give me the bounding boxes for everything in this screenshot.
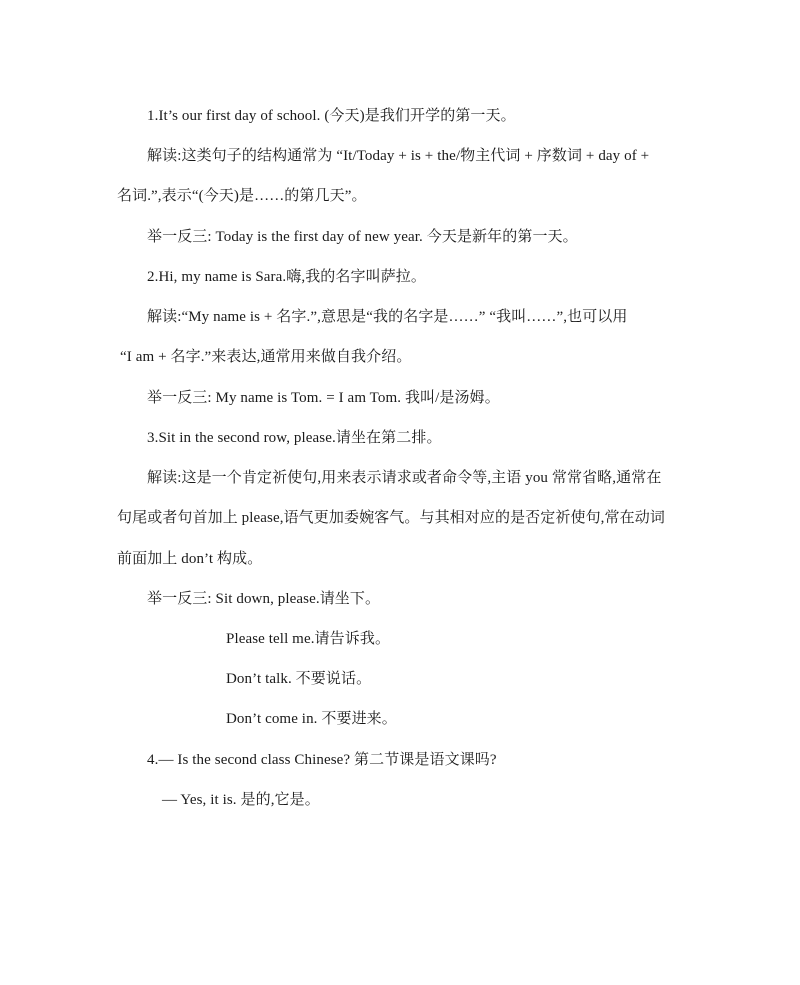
sentence-2-example: 举一反三: My name is Tom. = I am Tom. 我叫/是汤姆。 [147, 390, 500, 406]
sentence-3-explanation-line-3: 前面加上 don’t 构成。 [117, 551, 263, 567]
sentence-3-heading: 3.Sit in the second row, please.请坐在第二排。 [147, 430, 442, 446]
sentence-3-example-4: Don’t come in. 不要进来。 [226, 711, 397, 727]
sentence-3-example-3: Don’t talk. 不要说话。 [226, 671, 372, 687]
sentence-3-example-1: 举一反三: Sit down, please.请坐下。 [147, 591, 381, 607]
sentence-2-heading: 2.Hi, my name is Sara.嗨,我的名字叫萨拉。 [147, 269, 427, 285]
sentence-4-question: 4.— Is the second class Chinese? 第二节课是语文课吗? [147, 752, 497, 768]
sentence-4-answer: — Yes, it is. 是的,它是。 [162, 792, 320, 808]
sentence-3-explanation-line-2: 句尾或者句首加上 please,语气更加委婉客气。与其相对应的是否定祈使句,常在动词 [117, 510, 665, 526]
sentence-1-heading: 1.It’s our first day of school. (今天)是我们开学的第一天。 [147, 108, 516, 124]
sentence-3-explanation-line-1: 解读:这是一个肯定祈使句,用来表示请求或者命令等,主语 you 常常省略,通常在 [147, 470, 662, 486]
sentence-3-example-2: Please tell me.请告诉我。 [226, 631, 391, 647]
sentence-2-explanation-line-1: 解读:“My name is + 名字.”,意思是“我的名字是……” “我叫……”,也可以用 [147, 309, 628, 325]
sentence-1-example: 举一反三: Today is the first day of new year. 今天是新年的第一天。 [147, 229, 578, 245]
sentence-2-explanation-line-2: “I am + 名字.”来表达,通常用来做自我介绍。 [120, 349, 412, 365]
sentence-1-explanation-line-1: 解读:这类句子的结构通常为 “It/Today + is + the/物主代词 + 序数词 + day of + [147, 148, 650, 164]
sentence-1-explanation-line-2: 名词.”,表示“(今天)是……的第几天”。 [117, 188, 367, 204]
